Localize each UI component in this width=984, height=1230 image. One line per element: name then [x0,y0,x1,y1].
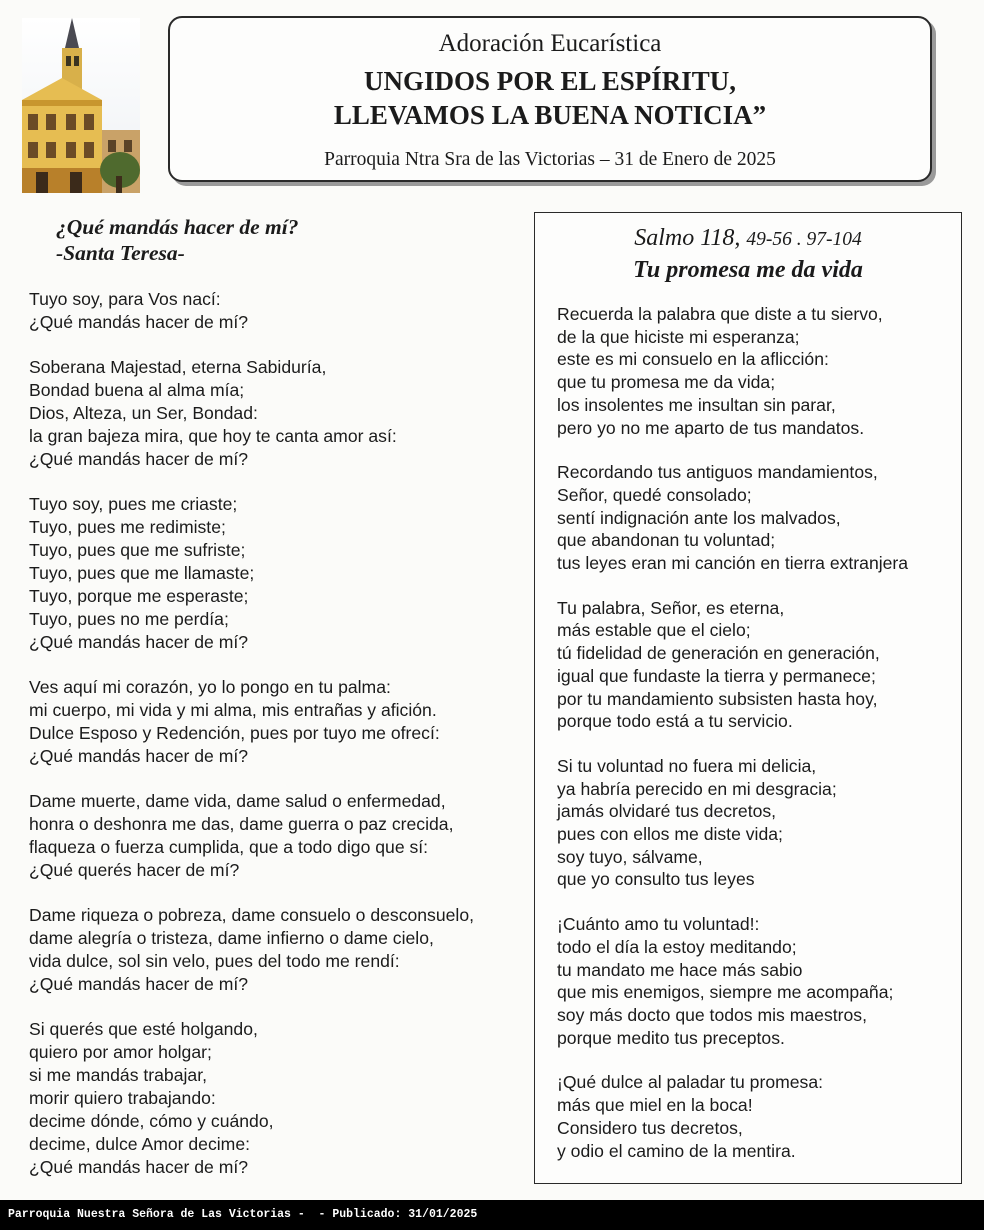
psalm-line: pero yo no me aparto de tus mandatos. [557,417,865,438]
psalm-line: Recuerda la palabra que diste a tu siervo, [557,304,883,324]
psalm-stanza [557,755,957,891]
poem-line: ¿Qué mandás hacer de mí? [29,449,249,469]
psalm-line: los insolentes me insultan sin parar, [557,394,836,415]
psalm-line: por tu mandamiento subsisten hasta hoy, [557,688,878,709]
psalm-line: Si tu voluntad no fuera mi delicia, [557,755,817,776]
psalm-stanza [557,913,957,1049]
psalm-line: más estable que el cielo; [557,620,751,641]
psalm-line: tú fidelidad de generación en generación, [557,643,880,664]
poem-line: Dame riqueza o pobreza, dame consuelo o desconsuelo, [29,905,475,925]
psalm-line: de la que hiciste mi esperanza; [557,326,800,347]
poem-stanza [29,288,529,334]
poem-line: Si querés que esté holgando, [29,1019,258,1039]
psalm-stanza [557,1071,957,1162]
psalm-line: ya habría perecido en mi desgracia; [557,778,837,799]
psalm-title-text: Salmo 118, [634,225,741,251]
psalm-line: pues con ellos me diste vida; [557,824,783,845]
poem-stanza [29,493,529,654]
psalm-line: Tu palabra, Señor, es eterna, [557,597,785,618]
psalm-stanza [557,303,957,439]
psalm-line: y odio el camino de la mentira. [557,1140,796,1161]
poem-line: quiero por amor holgar; [29,1042,212,1062]
church-photo [22,18,140,193]
psalm-line: Señor, quedé consolado; [557,484,752,505]
psalm-title [535,225,961,252]
poem-line: decime dónde, cómo y cuándo, [29,1111,274,1131]
psalm-body [557,303,957,1184]
poem-line: Tuyo, pues que me sufriste; [29,540,246,560]
header-parish-date: Parroquia Ntra Sra de las Victorias – 31 de Enero de 2025 [324,149,776,170]
poem-line: ¿Qué mandás hacer de mí? [29,974,249,994]
psalm-line: que abandonan tu voluntad; [557,530,776,551]
poem-line: Dame muerte, dame vida, dame salud o enfermedad, [29,791,446,811]
poem-line: Dulce Esposo y Redención, pues por tuyo me ofrecí: [29,723,440,743]
poem-line: ¿Qué mandás hacer de mí? [29,632,249,652]
poem-line: Ves aquí mi corazón, yo lo pongo en tu palma: [29,677,391,697]
psalm-line: este es mi consuelo en la aflicción: [557,349,829,370]
footer-bar: Parroquia Nuestra Señora de Las Victorias - - Publicado: 31/01/2025 [0,1200,984,1230]
header-subtitle: Adoración Eucarística [438,30,662,57]
poem-line: morir quiero trabajando: [29,1088,216,1108]
psalm-line: sentí indignación ante los malvados, [557,507,841,528]
poem-line: Tuyo soy, para Vos nací: [29,289,221,309]
psalm-line: igual que fundaste la tierra y permanece; [557,665,876,686]
poem-line: Tuyo, pues que me llamaste; [29,563,255,583]
poem-line: la gran bajeza mira, que hoy te canta amor así: [29,426,397,446]
psalm-line: más que miel en la boca! [557,1095,753,1116]
poem-line: flaqueza o fuerza cumplida, que a todo digo que sí: [29,837,429,857]
psalm-stanza [557,597,957,733]
psalm-line: tus leyes eran mi canción en tierra extranjera [557,553,909,574]
psalm-line: ¡Cuánto amo tu voluntad!: [557,914,760,935]
header-title-line1: UNGIDOS POR EL ESPÍRITU, [363,66,737,96]
poem-line: ¿Qué mandás hacer de mí? [29,1157,249,1177]
poem-line: honra o deshonra me das, dame guerra o paz crecida, [29,814,454,834]
poem-line: mi cuerpo, mi vida y mi alma, mis entrañas y afición. [29,700,437,720]
psalm-line: que mis enemigos, siempre me acompaña; [557,982,894,1003]
header-box [168,16,932,182]
psalm-line: Considero tus decretos, [557,1117,743,1138]
poem-line: Bondad buena al alma mía; [29,380,245,400]
psalm-line: Recordando tus antiguos mandamientos, [557,462,878,483]
header-title-line2: LLEVAMOS LA BUENA NOTICIA” [333,100,767,130]
poem-line: Soberana Majestad, eterna Sabiduría, [29,357,327,377]
poem-line: vida dulce, sol sin velo, pues del todo me rendí: [29,951,400,971]
psalm-line: que yo consulto tus leyes [557,869,755,890]
poem-line: ¿Qué querés hacer de mí? [29,860,240,880]
poem-column [29,214,529,1201]
psalm-stanza [557,461,957,575]
psalm-line: soy más docto que todos mis maestros, [557,1004,867,1025]
poem-line: Tuyo, pues no me perdía; [29,609,229,629]
poem-line: dame alegría o tristeza, dame infierno o dame cielo, [29,928,434,948]
poem-line: Dios, Alteza, un Ser, Bondad: [29,403,258,423]
poem-line: decime, dulce Amor decime: [29,1134,250,1154]
poem-line: si me mandás trabajar, [29,1065,207,1085]
poem-author: -Santa Teresa- [56,241,185,265]
psalm-subtitle: Tu promesa me da vida [633,257,863,283]
poem-stanza [29,356,529,471]
psalm-line: que tu promesa me da vida; [557,372,776,393]
poem-line: Tuyo, porque me esperaste; [29,586,249,606]
poem-stanza [29,676,529,768]
psalm-reference: 49-56 . 97-104 [746,229,862,250]
poem-stanza [29,790,529,882]
psalm-line: todo el día la estoy meditando; [557,936,797,957]
poem-stanza [29,904,529,996]
poem-body [29,288,529,1179]
psalm-line: jamás olvidaré tus decretos, [557,801,777,822]
poem-line: Tuyo soy, pues me criaste; [29,494,238,514]
psalm-line: soy tuyo, sálvame, [557,846,703,867]
psalm-line: porque todo está a tu servicio. [557,711,793,732]
psalm-line: ¡Qué dulce al paladar tu promesa: [557,1072,824,1093]
psalm-line: tu mandato me hace más sabio [557,959,803,980]
psalm-line: porque medito tus preceptos. [557,1027,785,1048]
poem-line: ¿Qué mandás hacer de mí? [29,746,249,766]
poem-title: ¿Qué mandás hacer de mí? [56,215,299,239]
poem-line: ¿Qué mandás hacer de mí? [29,312,249,332]
poem-stanza [29,1018,529,1179]
poem-line: Tuyo, pues me redimiste; [29,517,226,537]
psalm-box [534,212,962,1184]
